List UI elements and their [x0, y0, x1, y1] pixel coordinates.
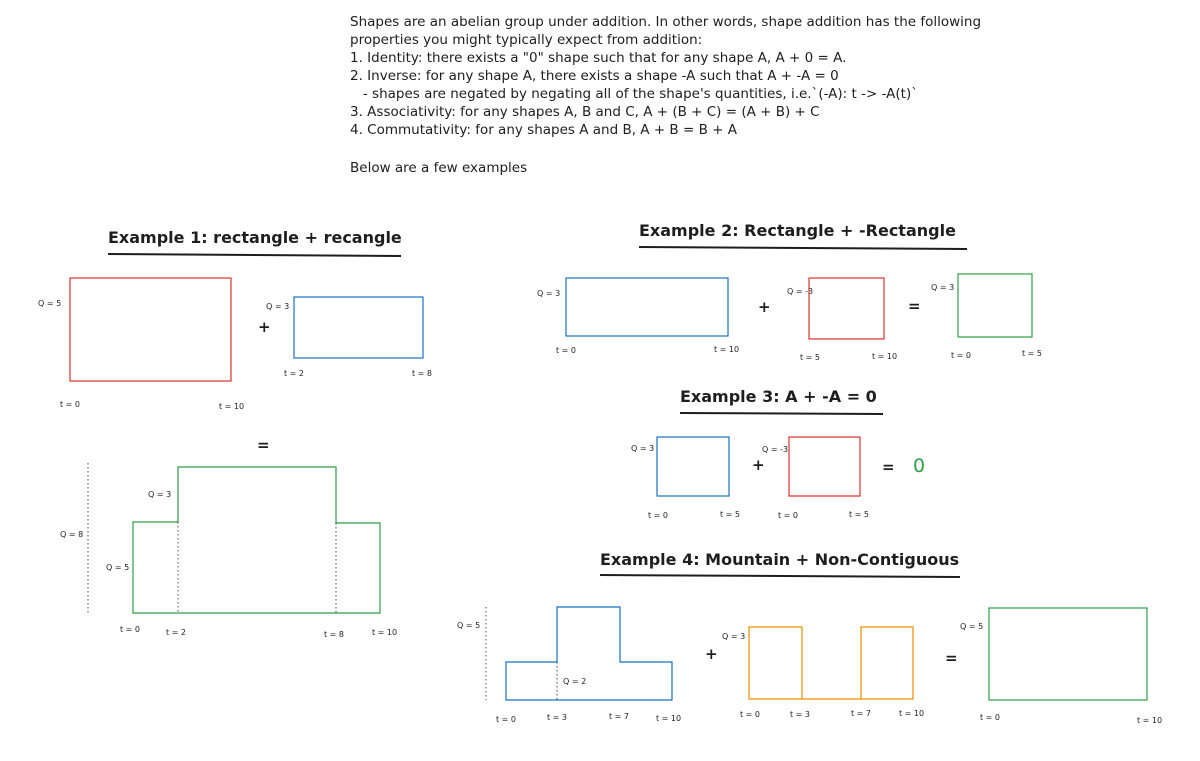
example-4-mountain-t-7: t = 7	[609, 712, 630, 721]
example-2-result-t-end: t = 5	[1022, 349, 1043, 358]
example-2	[537, 221, 1042, 362]
example-1-heading-underline	[108, 254, 401, 256]
example-2-shape-b-q-label: Q = -3	[787, 287, 814, 296]
example-1-shape-b-q-label: Q = 3	[266, 302, 290, 311]
example-1-result-q-total: Q = 8	[60, 530, 84, 539]
example-1-shape-a	[70, 278, 231, 381]
intro-line-3: 1. Identity: there exists a "0" shape such that for any shape A, A + 0 = A.	[350, 50, 847, 66]
example-3-heading: Example 3: A + -A = 0	[680, 387, 877, 406]
example-2-plus-sign: +	[758, 298, 771, 316]
example-4-non-contiguous-t-7: t = 7	[851, 709, 872, 718]
example-1-shape-b	[294, 297, 423, 358]
example-2-shape-a-t-start: t = 0	[556, 346, 577, 355]
example-4-heading-underline	[600, 575, 960, 577]
example-3-shape-b-q-label: Q = -3	[762, 445, 789, 454]
example-4-mountain-q-peak: Q = 5	[457, 621, 481, 630]
intro-line-5: - shapes are negated by negating all of the shape's quantities, i.e.`(-A): t -> -A(t)`	[350, 86, 918, 102]
example-4-non-contiguous-right	[861, 627, 913, 699]
example-1	[38, 228, 432, 639]
example-3	[631, 387, 925, 520]
example-2-shape-a-q-label: Q = 3	[537, 289, 561, 298]
example-4	[457, 550, 1162, 725]
example-1-shape-b-t-start: t = 2	[284, 369, 305, 378]
example-3-zero-result: 0	[913, 455, 926, 477]
example-4-result-q-label: Q = 5	[960, 622, 984, 631]
example-3-plus-sign: +	[752, 456, 765, 474]
example-2-heading-underline	[639, 247, 967, 249]
intro-line-9: Below are a few examples	[350, 160, 528, 176]
example-3-shape-a	[657, 437, 729, 496]
example-2-shape-a	[566, 278, 728, 336]
example-4-mountain-t-3: t = 3	[547, 713, 568, 722]
example-3-shape-b-t-end: t = 5	[849, 510, 870, 519]
intro-line-4: 2. Inverse: for any shape A, there exists a shape -A such that A + -A = 0	[350, 68, 839, 84]
example-4-result-t-end: t = 10	[1137, 716, 1163, 725]
example-2-equals-sign: =	[908, 297, 921, 315]
intro-line-1: Shapes are an abelian group under addition. In other words, shape addition has the following	[350, 14, 982, 30]
example-4-result-t-start: t = 0	[980, 713, 1001, 722]
example-1-shape-b-t-end: t = 8	[412, 369, 433, 378]
example-1-plus-sign: +	[258, 318, 271, 336]
example-1-result-q-low: Q = 5	[106, 563, 130, 572]
example-1-heading: Example 1: rectangle + recangle	[108, 228, 402, 247]
example-2-heading: Example 2: Rectangle + -Rectangle	[639, 221, 956, 240]
example-1-shape-a-t-end: t = 10	[219, 402, 245, 411]
example-3-shape-a-t-end: t = 5	[720, 510, 741, 519]
example-4-heading: Example 4: Mountain + Non-Contiguous	[600, 550, 960, 569]
example-1-shape-a-t-start: t = 0	[60, 400, 81, 409]
example-3-shape-a-t-start: t = 0	[648, 511, 669, 520]
example-4-plus-sign: +	[705, 645, 718, 663]
example-1-equals-sign: =	[257, 436, 270, 454]
example-2-result-t-start: t = 0	[951, 351, 972, 360]
example-1-result-shape	[133, 467, 380, 613]
example-4-non-contiguous-t-0: t = 0	[740, 710, 761, 719]
example-2-shape-b-t-end: t = 10	[872, 352, 898, 361]
example-3-heading-underline	[680, 413, 883, 414]
example-1-result-t-0: t = 0	[120, 625, 141, 634]
example-2-shape-a-t-end: t = 10	[714, 345, 740, 354]
example-4-equals-sign: =	[945, 649, 958, 667]
example-3-equals-sign: =	[882, 458, 895, 476]
example-1-result-q-step: Q = 3	[148, 490, 172, 499]
example-4-non-contiguous-q-label: Q = 3	[722, 632, 746, 641]
example-2-shape-b-t-start: t = 5	[800, 353, 821, 362]
example-2-shape-b	[809, 278, 884, 339]
example-4-result-shape	[989, 608, 1147, 700]
example-1-result-t-2: t = 2	[166, 628, 187, 637]
example-3-shape-b	[789, 437, 860, 496]
example-1-shape-a-q-label: Q = 5	[38, 299, 62, 308]
intro-line-6: 3. Associativity: for any shapes A, B and C, A + (B + C) = (A + B) + C	[350, 104, 820, 120]
example-1-result-t-10: t = 10	[372, 628, 398, 637]
example-4-non-contiguous-left	[749, 627, 802, 699]
intro-line-2: properties you might typically expect from addition:	[350, 32, 703, 48]
example-4-non-contiguous-t-3: t = 3	[790, 710, 811, 719]
example-1-result-t-8: t = 8	[324, 630, 345, 639]
example-4-mountain-t-10: t = 10	[656, 714, 682, 723]
example-4-mountain-shape	[506, 607, 672, 700]
example-2-result-shape	[958, 274, 1032, 337]
example-3-shape-a-q-label: Q = 3	[631, 444, 655, 453]
example-4-non-contiguous-t-10: t = 10	[899, 709, 925, 718]
example-2-result-q-label: Q = 3	[931, 283, 955, 292]
intro-line-7: 4. Commutativity: for any shapes A and B, A + B = B + A	[350, 122, 737, 138]
example-4-mountain-t-0: t = 0	[496, 715, 517, 724]
example-4-mountain-q-base: Q = 2	[563, 677, 587, 686]
example-3-shape-b-t-start: t = 0	[778, 511, 799, 520]
intro-text	[350, 14, 981, 176]
